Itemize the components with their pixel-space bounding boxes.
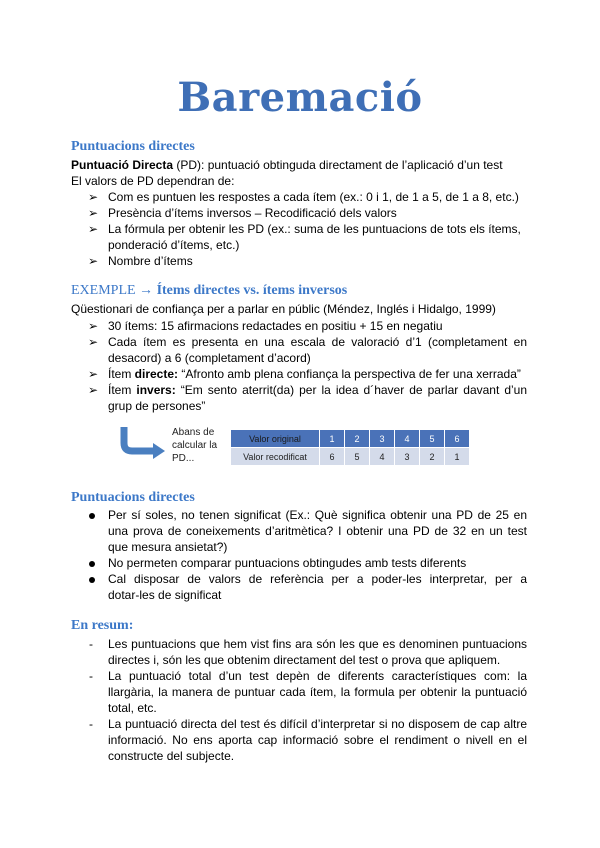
list-item: Nombre d’ítems — [108, 254, 193, 268]
page-title: Baremació — [177, 74, 423, 121]
arrow-bullet-icon: ➢ — [88, 254, 99, 268]
arrow-bullet-icon: ➢ — [88, 190, 99, 204]
item-text: “Em sento aterrit(da) per la idea d´haver de parlar davant d’un — [175, 383, 528, 397]
table-cell: 5 — [345, 448, 370, 466]
table-cell: 4 — [370, 448, 395, 466]
table-cell: 2 — [420, 448, 445, 466]
list-item-continuation: grup de persones” — [108, 399, 206, 413]
item-text: “Afronto amb plena confiança la perspectiva de fer una xerrada” — [178, 367, 521, 381]
list-item — [108, 366, 527, 382]
bullet-dot-icon — [89, 513, 95, 519]
list-item: Com es puntuen les respostes a cada ítem (ex.: 0 i 1, de 1 a 5, de 1 a 8, etc.) — [108, 190, 519, 204]
bullet-dot-icon — [89, 561, 95, 567]
list-item: Les puntuacions que hem vist fins ara són les que es denominen puntuacions — [108, 637, 527, 651]
list-item-continuation: total, etc. — [108, 701, 157, 715]
heading-emphasis: Ítems directes vs. ítems inversos — [156, 283, 348, 298]
list-item — [108, 382, 527, 398]
list-item: 30 ítems: 15 afirmacions redactades en positiu + 15 en negatiu — [108, 319, 443, 333]
table-cell: 2 — [345, 430, 370, 448]
list-item-continuation: constructe del subjecte. — [108, 749, 235, 763]
intro-text: Qüestionari de confiança per a parlar en públic (Méndez, Inglés i Hidalgo, 1999) — [71, 302, 496, 316]
arrow-bullet-icon: ➢ — [88, 383, 99, 397]
table-row — [231, 448, 470, 466]
item-prefix: Ítem — [108, 383, 137, 397]
list-item: La fórmula per obtenir les PD (ex.: suma de les puntuacions de tots els ítems, — [108, 222, 521, 236]
table-cell: 6 — [320, 448, 345, 466]
list-item-continuation: informació. No ens aporta cap informació sobre el rendiment o nivell en el — [108, 733, 527, 747]
table-cell: 1 — [320, 430, 345, 448]
definition-term: Puntuació Directa — [71, 158, 174, 172]
list-item-continuation: desacord) a 6 (completament d’acord) — [108, 351, 311, 365]
arrow-bullet-icon: ➢ — [88, 222, 99, 236]
list-item: La puntuació directa del test és difícil d’interpretar si no disposem de cap altre — [108, 717, 527, 731]
table-cell: 4 — [395, 430, 420, 448]
curved-arrow-icon — [120, 425, 168, 459]
item-emphasis: invers: — [136, 383, 176, 397]
intro-text: El valors de PD dependran de: — [71, 174, 235, 188]
table-cell: 5 — [420, 430, 445, 448]
list-item: Presència d’ítems inversos – Recodificació dels valors — [108, 206, 397, 220]
arrow-bullet-icon: ➢ — [88, 206, 99, 220]
list-item: No permeten comparar puntuacions obtingudes amb tests diferents — [108, 556, 467, 570]
section-heading-exemple — [71, 283, 347, 299]
list-item-continuation: que mesura ansietat?) — [108, 540, 228, 554]
arrow-bullet-icon: ➢ — [88, 335, 99, 349]
before-calculating-note: Abans de calcular la PD... — [172, 427, 218, 464]
arrow-bullet-icon: ➢ — [88, 367, 99, 381]
list-item: Cal disposar de valors de referència per a poder-les interpretar, per a — [108, 572, 527, 586]
list-item-continuation: una prova de coneixements d’aritmètica? I obtenir una PD de 32 en un test — [108, 524, 527, 538]
definition-line — [71, 157, 503, 173]
section-heading-en-resum: En resum: — [71, 618, 134, 633]
list-item: Cada ítem es presenta en una escala de valoració d’1 (completament en — [108, 335, 527, 349]
table-cell-label: Valor original — [231, 430, 320, 448]
bullet-dot-icon — [89, 577, 95, 583]
dash-bullet-icon: - — [89, 637, 93, 651]
definition-text: (PD): puntuació obtinguda directament de l’aplicació d’un test — [173, 158, 503, 172]
item-emphasis: directe: — [134, 367, 179, 381]
arrow-bullet-icon: ➢ — [88, 319, 99, 333]
table-cell: 3 — [395, 448, 420, 466]
list-item: Per sí soles, no tenen significat (Ex.: Què significa obtenir una PD de 25 en — [108, 508, 527, 522]
list-item-continuation: llargària, la manera de puntuar cada ítem, la formula per obtenir la puntuació — [108, 685, 527, 699]
list-item-continuation: ponderació d’ítems, etc.) — [108, 238, 240, 252]
list-item: La puntuació total d’un test depèn de diferents característiques com: la — [108, 669, 527, 683]
table-cell: 6 — [445, 430, 470, 448]
dash-bullet-icon: - — [89, 717, 93, 731]
heading-prefix: EXEMPLE → — [71, 283, 157, 298]
table-cell-label: Valor recodificat — [231, 448, 320, 466]
list-item-continuation: directes i, són les que obtenim directament del test o prova que apliquem. — [108, 653, 501, 667]
table-cell: 1 — [445, 448, 470, 466]
dash-bullet-icon: - — [89, 669, 93, 683]
table-cell: 3 — [370, 430, 395, 448]
section-heading-puntuacions-directes-2: Puntuacions directes — [71, 490, 195, 505]
recoding-table — [230, 429, 470, 466]
section-heading-puntuacions-directes: Puntuacions directes — [71, 139, 195, 154]
list-item-continuation: dotar-les de significat — [108, 588, 222, 602]
table-row — [231, 430, 470, 448]
item-prefix: Ítem — [108, 367, 135, 381]
